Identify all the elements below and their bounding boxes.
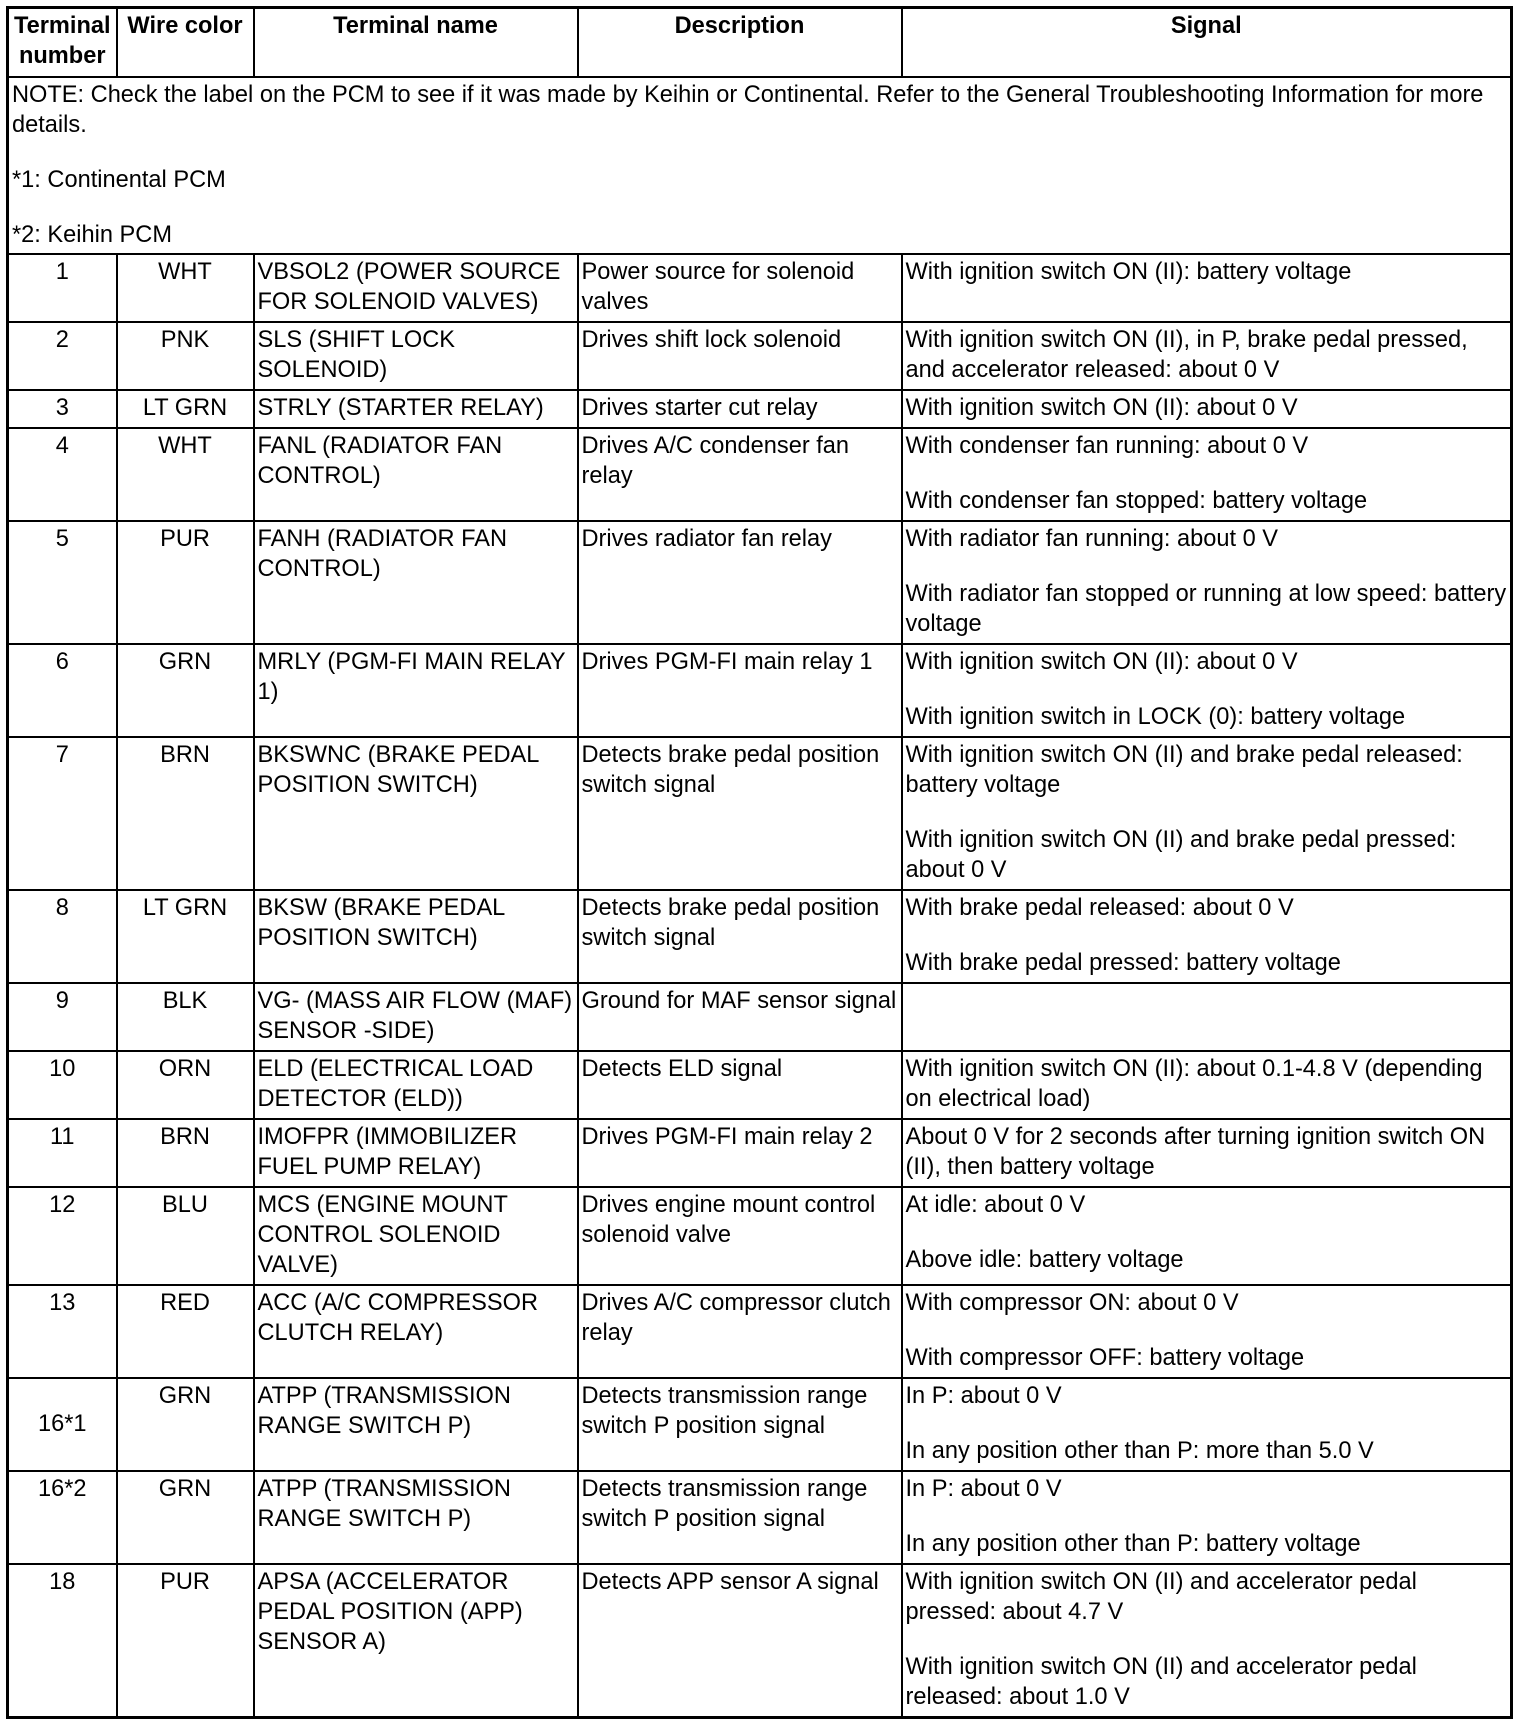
terminal-number-cell: 3: [8, 390, 117, 428]
header-terminal-number: Terminal number: [8, 8, 117, 78]
description-cell: Detects APP sensor A signal: [578, 1564, 902, 1718]
signal-cell: [902, 322, 1512, 390]
signal-text: In P: about 0 V: [905, 1383, 1062, 1409]
description-cell: Detects transmission range switch P position signal: [578, 1471, 902, 1564]
wire-color-cell: WHT: [117, 428, 254, 521]
wire-color-cell: GRN: [117, 1471, 254, 1564]
table-row: [8, 1471, 1512, 1564]
signal-text: Above idle: battery voltage: [905, 1247, 1184, 1273]
signal-text: With ignition switch ON (II): about 0.1-4.8 V (depending on electrical load): [905, 1056, 1483, 1112]
wire-color-cell: GRN: [117, 1378, 254, 1471]
signal-text: With condenser fan running: about 0 V: [905, 433, 1309, 459]
table-row: [8, 390, 1512, 428]
terminal-number-cell: 7: [8, 737, 117, 890]
terminal-name-cell: ELD (ELECTRICAL LOAD DETECTOR (ELD)): [254, 1051, 578, 1119]
terminal-name-cell: VG- (MASS AIR FLOW (MAF) SENSOR -SIDE): [254, 983, 578, 1051]
description-cell: Drives A/C compressor clutch relay: [578, 1285, 902, 1378]
signal-text: In P: about 0 V: [905, 1476, 1062, 1502]
terminal-name-cell: APSA (ACCELERATOR PEDAL POSITION (APP) SENSOR A): [254, 1564, 578, 1718]
signal-cell: [902, 983, 1512, 1051]
description-cell: Detects transmission range switch P position signal: [578, 1378, 902, 1471]
wire-color-cell: GRN: [117, 644, 254, 737]
terminal-number-cell: 16*1: [8, 1378, 117, 1471]
signal-cell: [902, 254, 1512, 322]
pcm-terminal-table: [6, 6, 1513, 1719]
terminal-number-cell: 5: [8, 521, 117, 644]
signal-text: With ignition switch ON (II): about 0 V: [905, 649, 1298, 675]
terminal-number-cell: 8: [8, 890, 117, 983]
signal-cell: [902, 1471, 1512, 1564]
signal-text: With ignition switch ON (II) and brake pedal pressed: about 0 V: [905, 827, 1457, 883]
signal-text: In any position other than P: more than 5.0 V: [905, 1438, 1374, 1464]
table-row: [8, 322, 1512, 390]
terminal-number-cell: 1: [8, 254, 117, 322]
wire-color-cell: BRN: [117, 737, 254, 890]
terminal-name-cell: FANL (RADIATOR FAN CONTROL): [254, 428, 578, 521]
description-cell: Drives PGM-FI main relay 1: [578, 644, 902, 737]
wire-color-cell: LT GRN: [117, 390, 254, 428]
terminal-name-cell: VBSOL2 (POWER SOURCE FOR SOLENOID VALVES): [254, 254, 578, 322]
signal-cell: [902, 1187, 1512, 1285]
signal-text: At idle: about 0 V: [905, 1192, 1086, 1218]
signal-text: With ignition switch ON (II) and accelerator pedal pressed: about 4.7 V: [905, 1569, 1417, 1625]
table-row: [8, 644, 1512, 737]
terminal-number-cell: 12: [8, 1187, 117, 1285]
signal-text: With ignition switch ON (II), in P, brake pedal pressed, and accelerator released: about 0 V: [905, 327, 1468, 383]
table-row: [8, 428, 1512, 521]
description-cell: Detects ELD signal: [578, 1051, 902, 1119]
signal-cell: [902, 1051, 1512, 1119]
header-wire-color: Wire color: [117, 8, 254, 78]
description-cell: Detects brake pedal position switch signal: [578, 737, 902, 890]
terminal-name-cell: ACC (A/C COMPRESSOR CLUTCH RELAY): [254, 1285, 578, 1378]
signal-text: In any position other than P: battery voltage: [905, 1531, 1361, 1557]
terminal-number-cell: 2: [8, 322, 117, 390]
header-terminal-name: Terminal name: [254, 8, 578, 78]
table-row: [8, 983, 1512, 1051]
wire-color-cell: ORN: [117, 1051, 254, 1119]
wire-color-cell: PUR: [117, 1564, 254, 1718]
terminal-name-cell: BKSWNC (BRAKE PEDAL POSITION SWITCH): [254, 737, 578, 890]
signal-cell: [902, 1285, 1512, 1378]
signal-text: With compressor OFF: battery voltage: [905, 1345, 1305, 1371]
signal-cell: [902, 1119, 1512, 1187]
description-cell: Drives shift lock solenoid: [578, 322, 902, 390]
signal-cell: [902, 521, 1512, 644]
description-cell: Power source for solenoid valves: [578, 254, 902, 322]
description-cell: Drives starter cut relay: [578, 390, 902, 428]
signal-text: With ignition switch ON (II): about 0 V: [905, 395, 1298, 421]
description-cell: Drives engine mount control solenoid valve: [578, 1187, 902, 1285]
signal-text: With ignition switch in LOCK (0): battery voltage: [905, 704, 1406, 730]
signal-text: With ignition switch ON (II) and accelerator pedal released: about 1.0 V: [905, 1654, 1417, 1710]
description-cell: Ground for MAF sensor signal: [578, 983, 902, 1051]
signal-cell: [902, 737, 1512, 890]
signal-text: With brake pedal released: about 0 V: [905, 895, 1294, 921]
description-cell: Drives radiator fan relay: [578, 521, 902, 644]
wire-color-cell: PUR: [117, 521, 254, 644]
terminal-number-cell: 9: [8, 983, 117, 1051]
description-cell: Drives A/C condenser fan relay: [578, 428, 902, 521]
terminal-name-cell: ATPP (TRANSMISSION RANGE SWITCH P): [254, 1471, 578, 1564]
table-row: [8, 521, 1512, 644]
terminal-number-cell: 11: [8, 1119, 117, 1187]
terminal-number-cell: 16*2: [8, 1471, 117, 1564]
wire-color-cell: LT GRN: [117, 890, 254, 983]
table-row: [8, 1187, 1512, 1285]
wire-color-cell: BLU: [117, 1187, 254, 1285]
signal-text: With compressor ON: about 0 V: [905, 1290, 1239, 1316]
table-row: [8, 254, 1512, 322]
wire-color-cell: WHT: [117, 254, 254, 322]
note-text: NOTE: Check the label on the PCM to see if it was made by Keihin or Continental. Refer to the General Troubleshooting Information for more details.: [12, 82, 1484, 138]
signal-cell: [902, 1378, 1512, 1471]
table-row: [8, 890, 1512, 983]
signal-text: About 0 V for 2 seconds after turning ignition switch ON (II), then battery voltage: [905, 1124, 1486, 1180]
terminal-number-cell: 18: [8, 1564, 117, 1718]
signal-text: With condenser fan stopped: battery voltage: [905, 488, 1368, 514]
terminal-name-cell: ATPP (TRANSMISSION RANGE SWITCH P): [254, 1378, 578, 1471]
wire-color-cell: RED: [117, 1285, 254, 1378]
terminal-name-cell: SLS (SHIFT LOCK SOLENOID): [254, 322, 578, 390]
signal-text: With ignition switch ON (II): battery voltage: [905, 259, 1352, 285]
signal-cell: [902, 1564, 1512, 1718]
signal-text: With radiator fan stopped or running at low speed: battery voltage: [905, 581, 1507, 637]
terminal-number-cell: 10: [8, 1051, 117, 1119]
wire-color-cell: PNK: [117, 322, 254, 390]
table-row: [8, 737, 1512, 890]
terminal-name-cell: BKSW (BRAKE PEDAL POSITION SWITCH): [254, 890, 578, 983]
header-description: Description: [578, 8, 902, 78]
signal-cell: [902, 644, 1512, 737]
description-cell: Detects brake pedal position switch signal: [578, 890, 902, 983]
terminal-number-cell: 4: [8, 428, 117, 521]
note-row: [8, 77, 1512, 254]
terminal-number-cell: 6: [8, 644, 117, 737]
note-cell: [8, 77, 1512, 254]
table-row: [8, 1378, 1512, 1471]
table-row: [8, 1285, 1512, 1378]
footnote-keihin: *2: Keihin PCM: [12, 222, 172, 248]
description-cell: Drives PGM-FI main relay 2: [578, 1119, 902, 1187]
terminal-name-cell: IMOFPR (IMMOBILIZER FUEL PUMP RELAY): [254, 1119, 578, 1187]
table-row: [8, 1564, 1512, 1718]
signal-cell: [902, 890, 1512, 983]
terminal-name-cell: STRLY (STARTER RELAY): [254, 390, 578, 428]
signal-text: With brake pedal pressed: battery voltage: [905, 950, 1341, 976]
table-row: [8, 1119, 1512, 1187]
signal-cell: [902, 390, 1512, 428]
table-header-row: [8, 8, 1512, 78]
wire-color-cell: BLK: [117, 983, 254, 1051]
terminal-number-cell: 13: [8, 1285, 117, 1378]
signal-cell: [902, 428, 1512, 521]
wire-color-cell: BRN: [117, 1119, 254, 1187]
table-row: [8, 1051, 1512, 1119]
terminal-name-cell: MRLY (PGM-FI MAIN RELAY 1): [254, 644, 578, 737]
terminal-name-cell: MCS (ENGINE MOUNT CONTROL SOLENOID VALVE): [254, 1187, 578, 1285]
header-signal: Signal: [902, 8, 1512, 78]
footnote-continental: *1: Continental PCM: [12, 167, 226, 193]
terminal-name-cell: FANH (RADIATOR FAN CONTROL): [254, 521, 578, 644]
signal-text: With ignition switch ON (II) and brake pedal released: battery voltage: [905, 742, 1463, 798]
signal-text: With radiator fan running: about 0 V: [905, 526, 1278, 552]
